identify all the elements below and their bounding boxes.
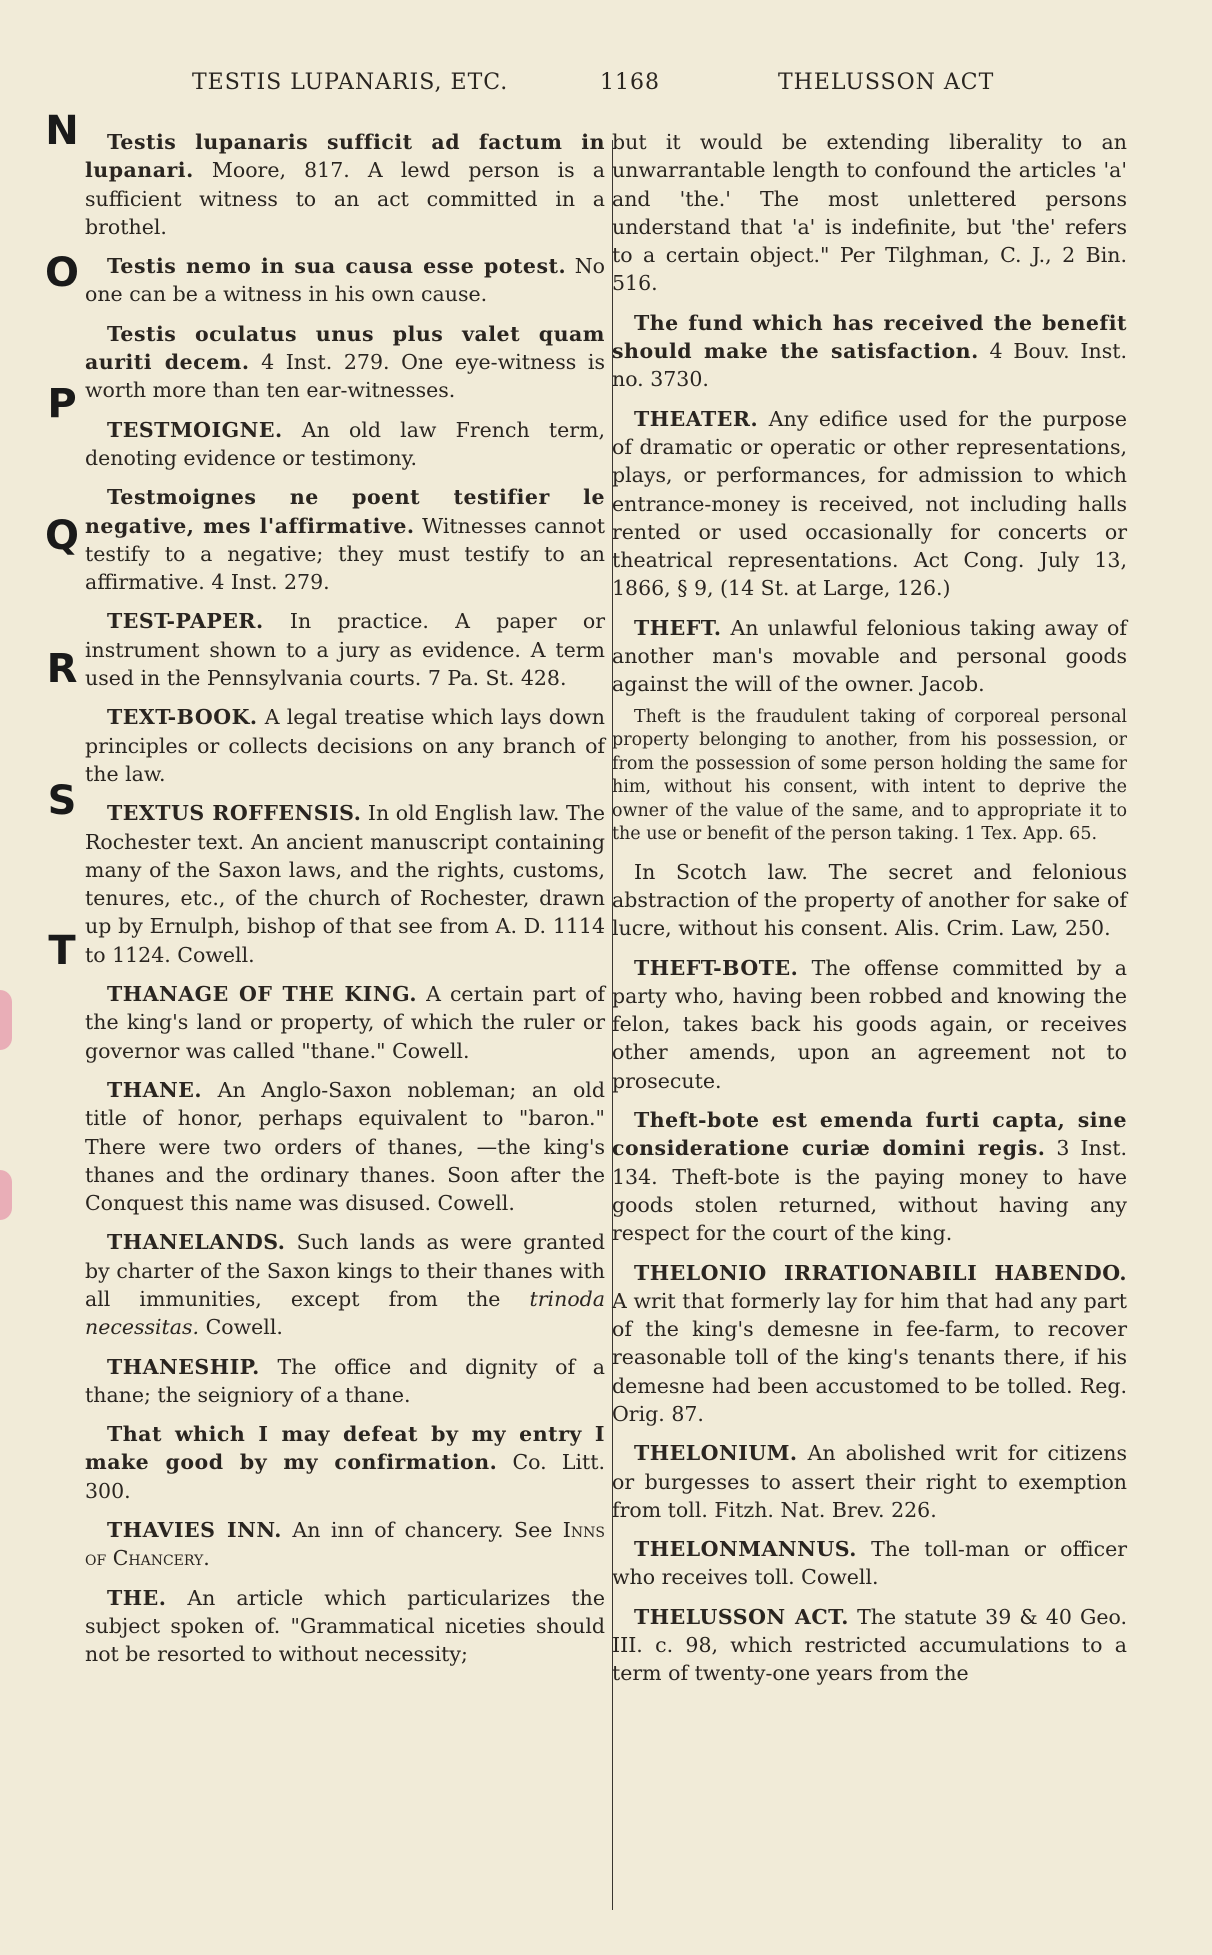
thumb-letter-t[interactable]: T bbox=[48, 928, 76, 974]
entry-term: Theft-bote est emenda furti capta, sine consideratione curiæ domini regis. bbox=[612, 1108, 1127, 1161]
entry-text: In old English law. The Rochester text. An ancient manuscript containing many of the Saxon laws, and the rights, customs, tenures, etc., of the church of Rochester, drawn up by Ernulph, bishop of that see from A. D. 1114 to 1124. Cowell. bbox=[85, 801, 605, 967]
entry bbox=[612, 405, 1127, 603]
running-head-left: TESTIS LUPANARIS, ETC. bbox=[192, 70, 509, 95]
entry-text: 4 Inst. 279. One eye-witness is worth more than ten ear-witnesses. bbox=[85, 350, 605, 403]
edge-stain bbox=[0, 1170, 12, 1220]
entry-text: A legal treatise which lays down principles or collects decisions on any branch of the law. bbox=[85, 705, 605, 786]
entry bbox=[612, 128, 1127, 298]
entry-text: An inn of chancery. See bbox=[281, 1518, 563, 1543]
page-number: 1168 bbox=[600, 70, 660, 95]
entry bbox=[85, 416, 605, 473]
entry bbox=[612, 1439, 1127, 1524]
entry bbox=[85, 1353, 605, 1410]
entry-text: A certain part of the king's land or property, of which the ruler or governor was called "thane." Cowell. bbox=[85, 982, 605, 1063]
thumb-letter-n[interactable]: N bbox=[45, 108, 79, 154]
thumb-letter-r[interactable]: R bbox=[46, 646, 78, 692]
entry bbox=[612, 1259, 1127, 1429]
entry bbox=[85, 483, 605, 596]
entry bbox=[612, 1603, 1127, 1688]
edge-stain bbox=[0, 990, 12, 1050]
entry-text: A writ that formerly lay for him that had any part of the king's demesne in fee-farm, to recover reasonable toll of the king's tenants there, if his demesne had been accustomed to be tolled. Reg. Orig. 87. bbox=[612, 1288, 1127, 1426]
entry-term: THAVIES INN. bbox=[107, 1518, 282, 1543]
entry-term: THELONMANNUS. bbox=[634, 1537, 857, 1562]
entry-italic: trinoda necessitas. bbox=[85, 1286, 605, 1340]
entry bbox=[85, 1584, 605, 1669]
entry-text: In practice. A paper or instrument shown to a jury as evidence. A term used in the Pennsylvania courts. 7 Pa. St. 428. bbox=[85, 609, 605, 691]
entry-term: THELONIO IRRATIONABILI HABENDO. bbox=[634, 1260, 1127, 1285]
entry bbox=[612, 309, 1127, 394]
entry-text: Witnesses cannot testify to a negative; they must testify to an affirmative. 4 Inst. 279. bbox=[85, 513, 605, 595]
entry bbox=[612, 954, 1127, 1095]
entry-text: An abolished writ for citizens or burgesses to assert their right to exemption from toll. Fitzh. Nat. Brev. 226. bbox=[612, 1441, 1127, 1522]
entry-text: Theft is the fraudulent taking of corporeal personal property belonging to another, from his possession, or from the possession of some person holding the same for him, without his consent, with intent to deprive the owner of the value of the same, and to appropriate it to the use or benefit of the person taking. 1 Tex. App. 65. bbox=[612, 706, 1127, 845]
entry-term: TESTMOIGNE. bbox=[107, 417, 283, 442]
entry-text: Such lands as were granted by charter of the Saxon kings to their thanes with all immunities, except from the bbox=[85, 1230, 605, 1311]
right-column bbox=[612, 128, 1127, 1699]
entry-text: Co. Litt. 300. bbox=[85, 1450, 605, 1503]
entry-term: THELUSSON ACT. bbox=[634, 1604, 849, 1629]
entry bbox=[85, 320, 605, 405]
entry-text: An unlawful felonious taking away of another man's movable and personal goods against the will of the owner. Jacob. bbox=[612, 615, 1127, 697]
thumb-letter-q[interactable]: Q bbox=[44, 513, 79, 559]
entry-text: The offense committed by a party who, having been robbed and knowing the felon, takes back his goods again, or receives other amends, upon an agreement not to prosecute. bbox=[612, 955, 1127, 1093]
entry-term: Testmoignes ne poent testifier le negative, mes l'affirmative. bbox=[85, 485, 605, 538]
entry-text: No one can be a witness in his own cause. bbox=[85, 254, 605, 307]
entry-term: THELONIUM. bbox=[634, 1441, 798, 1466]
left-column bbox=[85, 128, 605, 1680]
entry-text: An old law French term, denoting evidence or testimony. bbox=[85, 417, 605, 470]
entry-text: An Anglo-Saxon nobleman; an old title of honor, perhaps equivalent to "baron." There were two orders of thanes, —the king's thanes and the ordinary thanes. Soon after the Conquest this name was disused. Cowell. bbox=[85, 1077, 605, 1216]
entry-term: THANESHIP. bbox=[107, 1354, 260, 1379]
entry-text: The toll-man or officer who receives toll. Cowell. bbox=[612, 1537, 1127, 1590]
thumb-letter-s[interactable]: S bbox=[47, 778, 77, 824]
running-head-right: THELUSSON ACT bbox=[778, 70, 995, 95]
thumb-letter-p[interactable]: P bbox=[47, 381, 77, 427]
entry-term: TEST-PAPER. bbox=[107, 609, 264, 634]
entry-term: THANAGE OF THE KING. bbox=[107, 982, 418, 1007]
entry bbox=[85, 1076, 605, 1217]
entry-text: Moore, 817. A lewd person is a sufficient witness to an act committed in a brothel. bbox=[85, 158, 605, 239]
entry bbox=[612, 858, 1127, 943]
entry bbox=[85, 1420, 605, 1505]
entry-term: THANE. bbox=[107, 1077, 203, 1102]
entry-text: 4 Bouv. Inst. no. 3730. bbox=[612, 339, 1127, 392]
entry bbox=[85, 1516, 605, 1573]
entry-term: Testis nemo in sua causa esse potest. bbox=[107, 254, 567, 279]
entry bbox=[85, 703, 605, 788]
entry bbox=[85, 128, 605, 241]
entry-term: THANELANDS. bbox=[107, 1230, 286, 1255]
entry bbox=[85, 980, 605, 1065]
entry-text: In Scotch law. The secret and felonious abstraction of the property of another for sake of lucre, without his consent. Alis. Crim. Law, 250. bbox=[612, 859, 1127, 941]
cross-reference: Inns of Chancery. bbox=[85, 1518, 605, 1571]
entry-term: THEFT. bbox=[634, 615, 722, 640]
entry-text: The office and dignity of a thane; the seigniory of a thane. bbox=[85, 1354, 605, 1407]
entry-term: The fund which has received the benefit should make the satisfaction. bbox=[612, 310, 1127, 364]
entry-term: THEFT-BOTE. bbox=[634, 955, 799, 980]
entry bbox=[612, 614, 1127, 699]
entry-term: That which I may defeat by my entry I make good by my confirmation. bbox=[85, 1422, 605, 1475]
entry-term: Testis lupanaris sufficit ad factum in lupanari. bbox=[85, 130, 605, 183]
entry-term: THEATER. bbox=[634, 406, 759, 431]
entry-note bbox=[612, 706, 1127, 847]
entry-term: THE. bbox=[107, 1585, 167, 1610]
entry bbox=[612, 1535, 1127, 1592]
entry-text: 3 Inst. 134. Theft-bote is the paying money to have goods stolen returned, without having any respect for the court of the king. bbox=[612, 1136, 1127, 1246]
entry-term: Testis oculatus unus plus valet quam auriti decem. bbox=[85, 321, 605, 375]
entry bbox=[85, 799, 605, 969]
entry bbox=[85, 252, 605, 309]
entry-term: TEXT-BOOK. bbox=[107, 705, 258, 730]
entry-term: TEXTUS ROFFENSIS. bbox=[107, 801, 362, 826]
entry bbox=[85, 607, 605, 692]
entry bbox=[612, 1106, 1127, 1247]
entry-text: but it would be extending liberality to an unwarrantable length to confound the articles 'a' and 'the.' The most unlettered persons understand that 'a' is indefinite, but 'the' refers to a certain object." Per Tilghman, C. J., 2 Bin. 516. bbox=[612, 130, 1127, 296]
entry bbox=[85, 1228, 605, 1341]
thumb-letter-o[interactable]: O bbox=[44, 250, 79, 296]
entry-text: An article which particularizes the subject spoken of. "Grammatical niceties should not be resorted to without necessity; bbox=[85, 1585, 605, 1667]
entry-text: The statute 39 & 40 Geo. III. c. 98, which restricted accumulations to a term of twenty-one years from the bbox=[612, 1604, 1128, 1686]
entry-text: Any edifice used for the purpose of dramatic or operatic or other representations, plays, or performances, for admission to which entrance-money is received, not including halls rented or used occasionally for concerts or theatrical representations. Act Cong. July 13, 1866, § 9, (14 St. at Large, 126.) bbox=[612, 406, 1127, 601]
entry-tail: Cowell. bbox=[199, 1315, 283, 1340]
